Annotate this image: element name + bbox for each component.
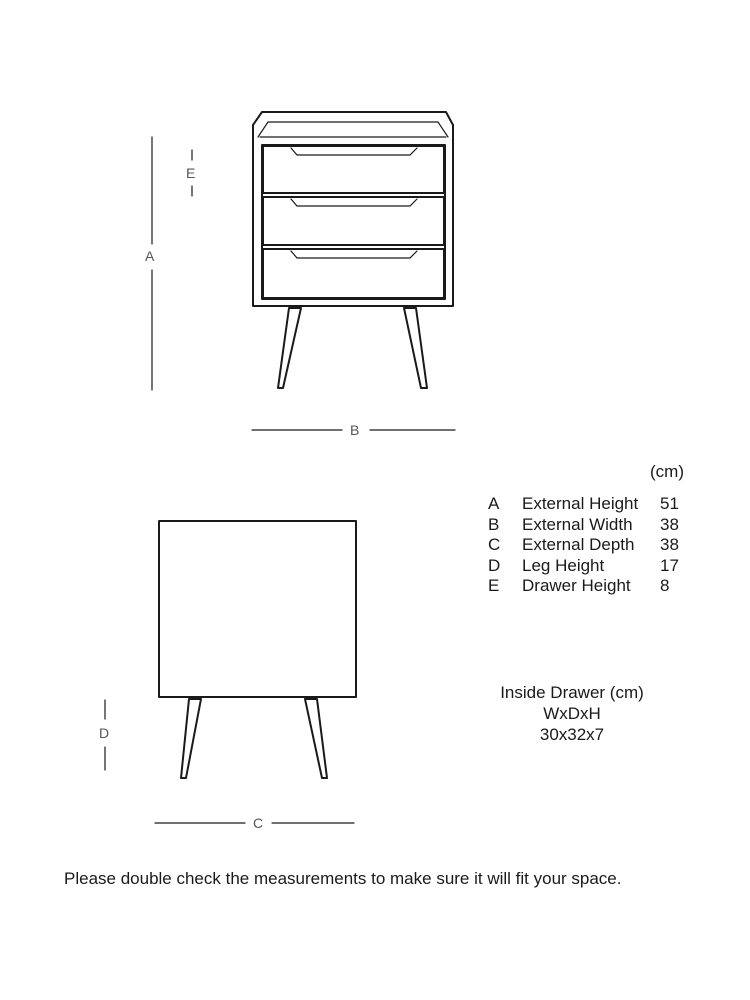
- dimension-value: 8: [660, 576, 670, 595]
- dimension-name: Leg Height: [522, 555, 605, 575]
- front-view-drawing: [253, 112, 453, 388]
- dimension-letter: D: [488, 555, 501, 575]
- side-back-leg: [305, 699, 327, 778]
- dimension-row: [487, 494, 690, 515]
- dimension-value: 51: [660, 494, 679, 513]
- unit-label: (cm): [650, 462, 684, 481]
- dim-label-e: E: [183, 166, 198, 180]
- dimension-row: [487, 576, 690, 597]
- cabinet-side-outline: [159, 521, 356, 697]
- dimension-value: 38: [660, 514, 679, 534]
- footer-note: Please double check the measurements to make sure it will fit your space.: [64, 869, 622, 888]
- inside-drawer-info: [497, 682, 647, 745]
- dimension-value: 17: [660, 555, 679, 575]
- inside-drawer-size: 30x32x7: [539, 725, 605, 744]
- drawer-3: [263, 249, 444, 298]
- drawer-1-handle: [291, 148, 417, 155]
- drawer-2-handle: [291, 199, 417, 206]
- dimension-row: [487, 535, 690, 556]
- dimension-row: [487, 515, 690, 536]
- dimension-name: External Width: [522, 514, 633, 534]
- dimensions-table: [487, 494, 690, 597]
- cabinet-front-outline: [253, 112, 453, 306]
- inside-drawer-format: WxDxH: [543, 704, 601, 723]
- front-right-leg: [404, 308, 427, 388]
- dim-label-b: B: [347, 423, 362, 437]
- dim-label-a: A: [142, 249, 157, 263]
- drawer-frame: [262, 145, 445, 299]
- dimension-row: [487, 556, 690, 577]
- inside-drawer-title: Inside Drawer (cm): [500, 683, 644, 702]
- drawer-1: [263, 146, 444, 193]
- drawer-3-handle: [291, 251, 417, 258]
- side-front-leg: [181, 699, 201, 778]
- dimension-name: Drawer Height: [522, 576, 631, 595]
- dimension-value: 38: [660, 535, 679, 554]
- dimension-name: External Height: [522, 494, 639, 513]
- dimension-letter: C: [488, 535, 501, 554]
- drawer-2: [263, 197, 444, 245]
- top-tray-rim: [258, 122, 448, 137]
- dim-label-c: C: [250, 816, 266, 830]
- dim-label-d: D: [96, 726, 112, 740]
- dimension-letter: E: [488, 576, 500, 595]
- dimension-letter: A: [488, 494, 500, 513]
- side-view-drawing: [159, 521, 356, 778]
- dimension-letter: B: [488, 514, 500, 534]
- front-left-leg: [278, 308, 301, 388]
- dimension-name: External Depth: [522, 535, 635, 554]
